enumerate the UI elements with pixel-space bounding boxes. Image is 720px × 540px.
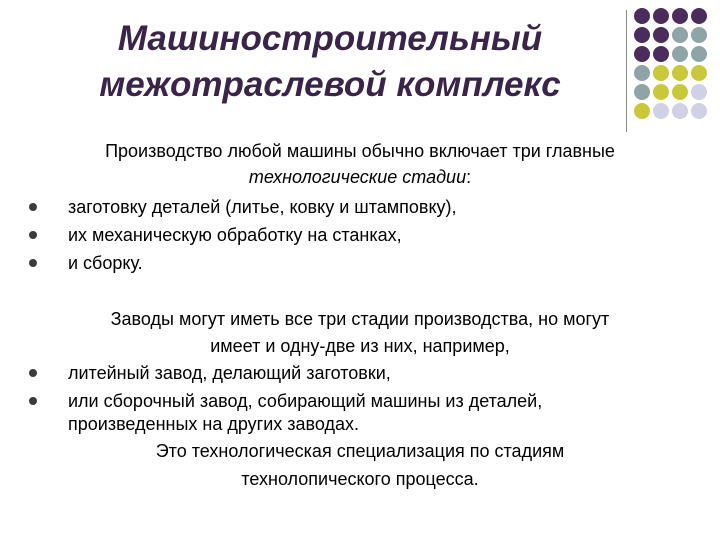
paragraph-1-intro-text: Производство любой машины обычно включает три главные: [105, 141, 615, 161]
closing-line-2: технолопического процесса.: [241, 469, 479, 489]
list-item: их механическую обработку на станках,: [68, 225, 402, 245]
list-item: заготовку деталей (литье, ковку и штамповку),: [68, 197, 457, 217]
paragraph-2-intro-line-1: Заводы могут иметь все три стадии производства, но могут: [110, 309, 610, 329]
bullet-dot-icon: [29, 259, 37, 267]
paragraph-1-term-line: [60, 166, 660, 188]
bullet-dot-icon: [29, 203, 37, 211]
bullet-dot-icon: [29, 397, 37, 405]
bullet-dot-icon: [29, 231, 37, 239]
technological-stages-term: технологические стадии: [248, 167, 467, 187]
slide-title-line-1: Машиностроительный: [117, 19, 543, 58]
bullet-dot-icon: [29, 369, 37, 377]
paragraph-1-intro: [60, 140, 660, 162]
list-item: или сборочный завод, собирающий машины из деталей,: [68, 391, 543, 411]
closing-line-1: Это технологическая специализация по стадиям: [155, 441, 565, 461]
list-item: литейный завод, делающий заготовки,: [68, 363, 391, 383]
slide-title-line-2: межотраслевой комплекс: [99, 65, 561, 104]
paragraph-2-intro-line-2: имеет и одну-две из них, например,: [210, 336, 510, 356]
list-item: и сборку.: [68, 253, 143, 273]
list-item-continuation: произведенных на других заводах.: [68, 414, 360, 434]
term-colon: :: [466, 167, 472, 187]
